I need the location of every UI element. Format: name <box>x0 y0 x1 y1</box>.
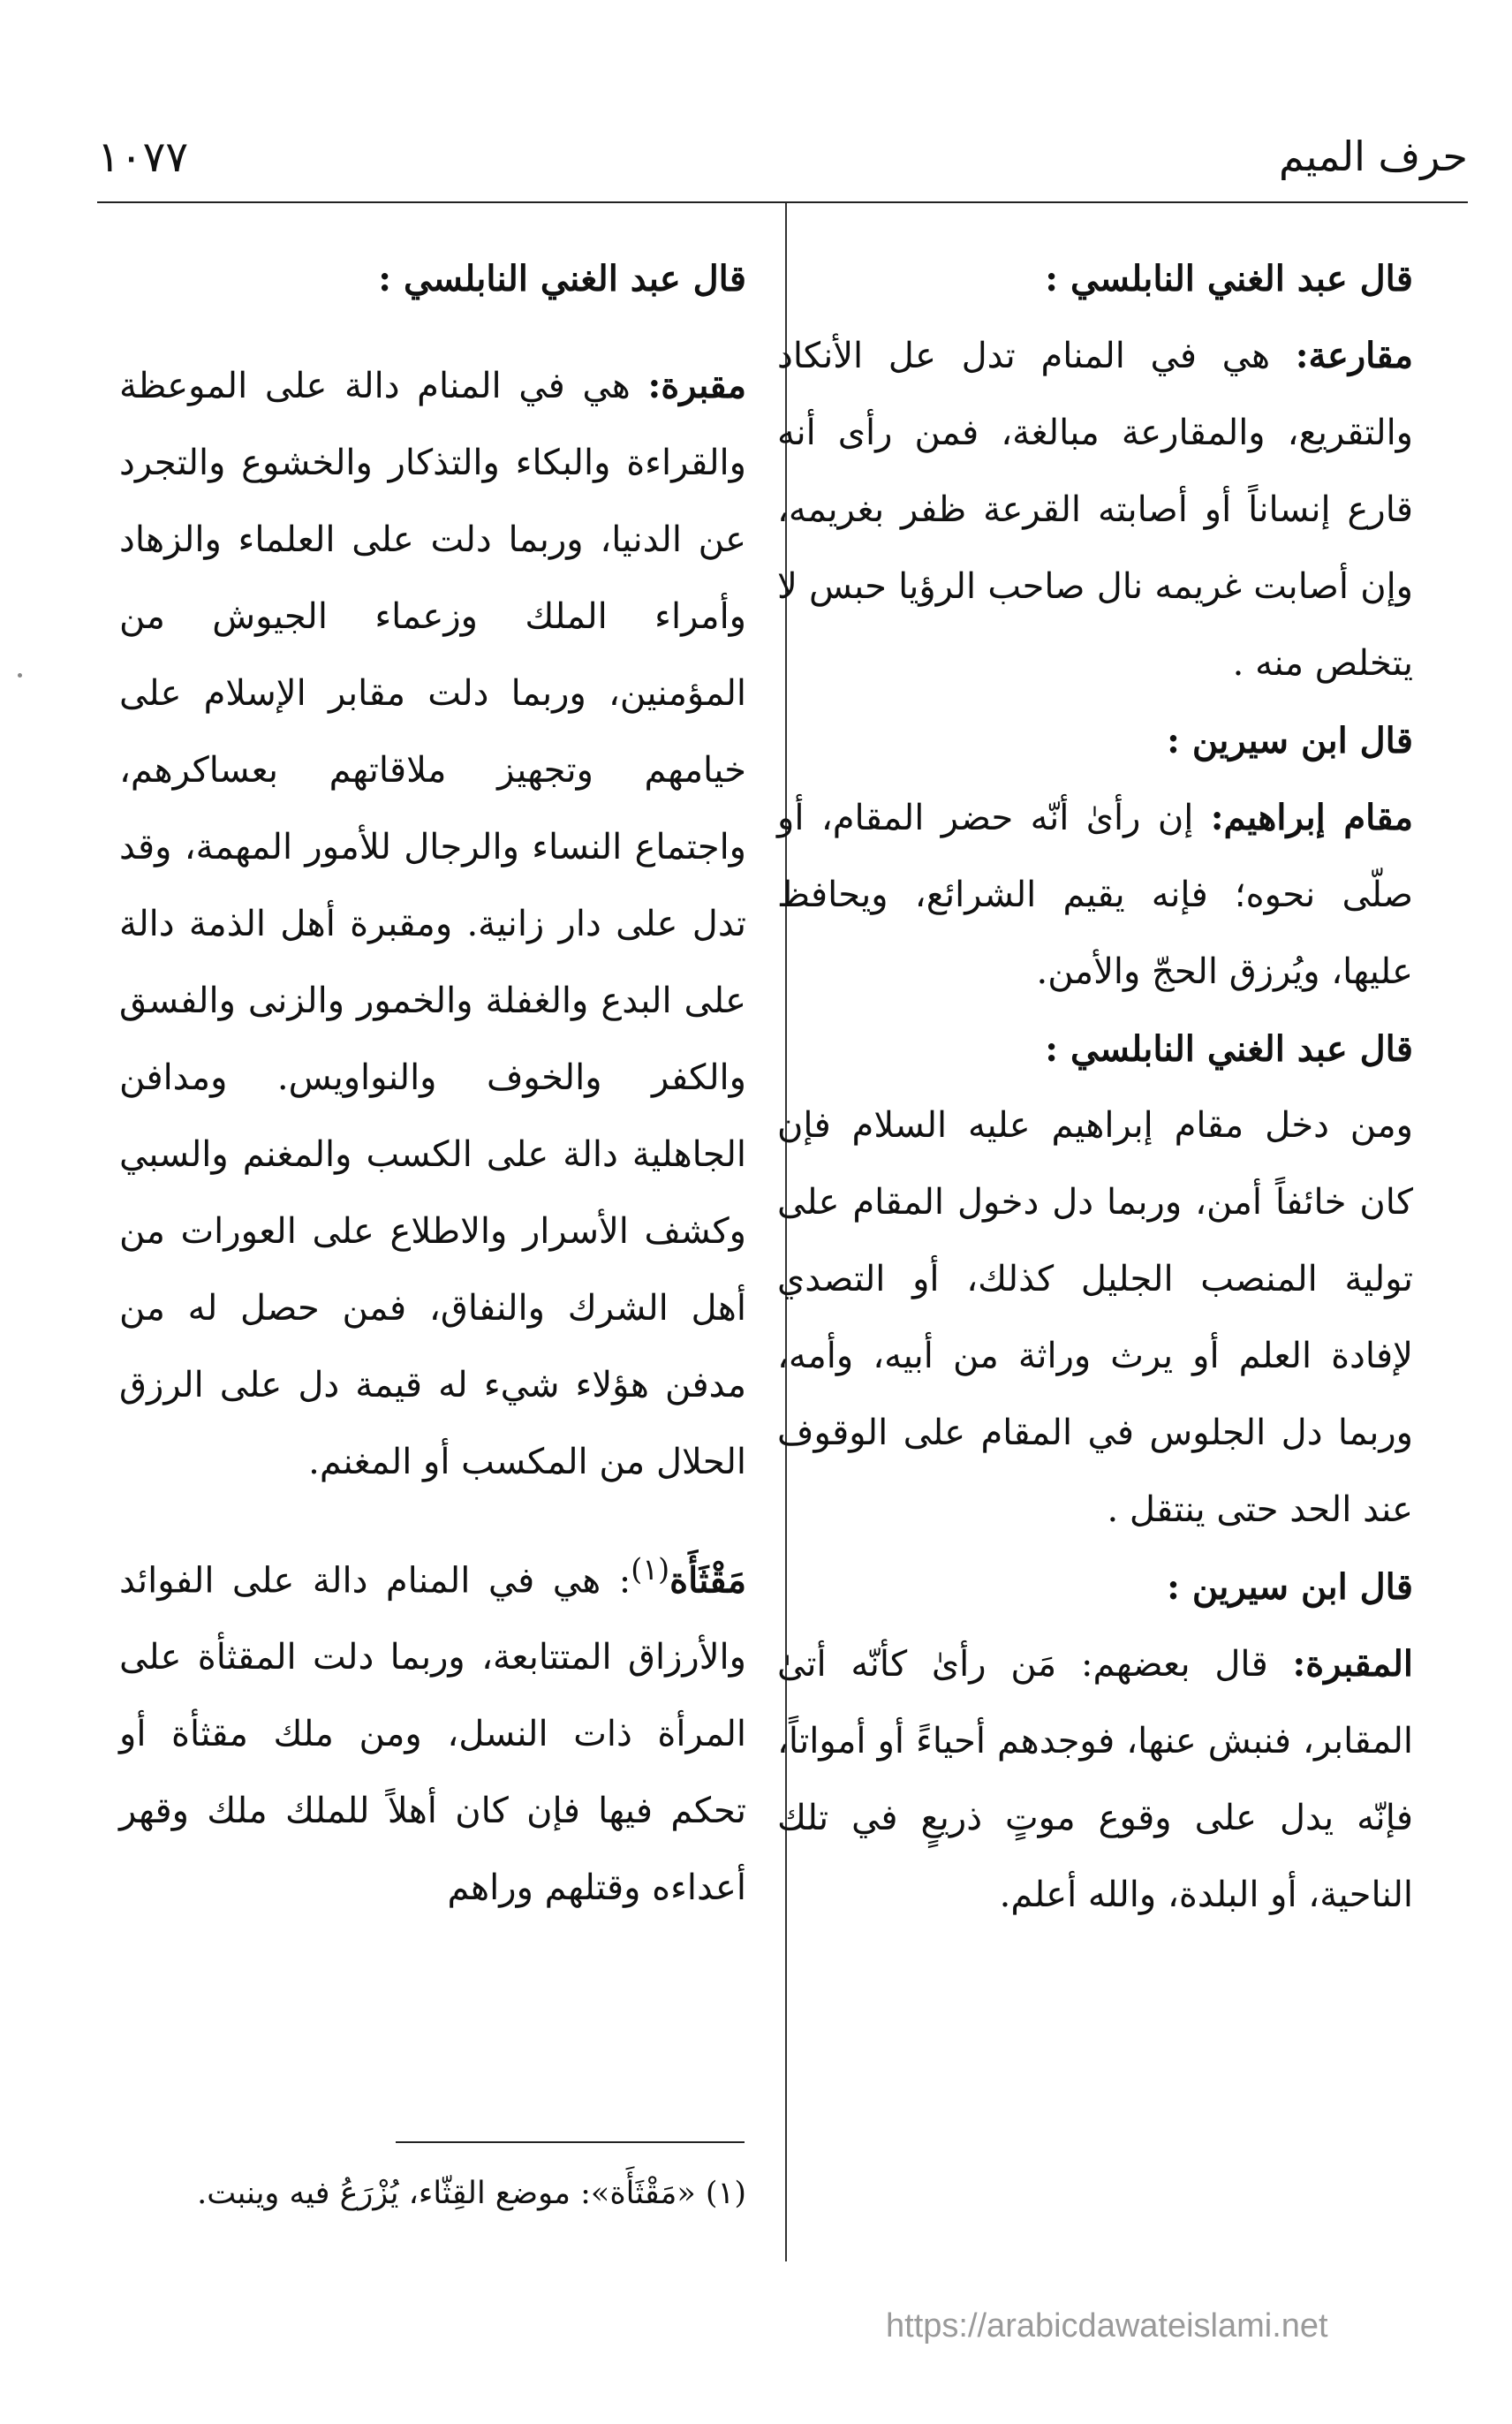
header-rule <box>97 201 1468 203</box>
section-heading: قال عبد الغني النابلسي : <box>1045 1028 1413 1070</box>
left-column <box>119 240 746 1927</box>
section-heading: قال عبد الغني النابلسي : <box>1045 258 1413 299</box>
section-heading: قال ابن سيرين : <box>1167 1566 1413 1608</box>
footnote-rule <box>396 2141 745 2143</box>
chapter-title: حرف الميم <box>1278 133 1468 180</box>
entry-term: مقارعة: <box>1295 335 1413 376</box>
entry-term: المقبرة: <box>1292 1643 1413 1685</box>
entry-paragraph <box>777 779 1413 1011</box>
entry-paragraph: ومن دخل مقام إبراهيم عليه السلام فإن كان خائفاً أمن، وربما دل دخول المقام على تولية المنصب الجليل كذلك، أو التصدي لإفادة العلم أو يرث وراثة من أبيه، وأمه، وربما دل الجلوس في المقام على الوقوف عند الحد حتى ينتقل . <box>777 1105 1413 1530</box>
entry-paragraph <box>777 1625 1413 1934</box>
entry-term: مقبرة: <box>647 365 746 406</box>
section-heading: قال ابن سيرين : <box>1167 720 1413 761</box>
entry-text: : هي في المنام دالة على الفوائد والأرزاق المتتابعة، وربما دلت المقثأة على المرأة ذات النسل، ومن ملك مقثأة أو تحكم فيها فإن كان أهلاً للملك ملك وقهر أعداءه وقتلهم وراهم <box>119 1560 746 1909</box>
footnote-ref: (١) <box>631 1552 670 1587</box>
entry-text: هي في المنام تدل عل الأنكاد والتقريع، والمقارعة مبالغة، فمن رأى أنه قارع إنساناً أو أصابته القرعة ظفر بغريمه، وإن أصابت غريمه نال صاحب الرؤيا حبس لا يتخلص منه . <box>777 336 1413 684</box>
margin-dot <box>18 673 22 678</box>
right-column <box>777 240 1413 1934</box>
watermark-url: https://arabicdawateislami.net <box>886 2307 1328 2344</box>
footnote <box>119 2163 746 2224</box>
entry-text: هي في المنام دالة على الموعظة والقراءة والبكاء والتذكار والخشوع والتجرد عن الدنيا، وربما دلت على العلماء والزهاد وأمراء الملك وزعماء الجيوش من المؤمنين، وربما دلت مقابر الإسلام على خيامهم وتجهيز ملاقاتهم بعساكرهم، واجتماع النساء والرجال للأمور المهمة، وقد تدل على دار زانية. ومقبرة أهل الذمة دالة على البدع والغفلة والخمور والزنى والفسق والكفر والخوف والنواويس. ومدافن الجاهلية دالة على الكسب والمغنم والسبي وكشف الأسرار والاطلاع على العورات من أهل الشرك والنفاق، فمن حصل له من مدفن هؤلاء شيء له قيمة دل على الرزق الحلال من المكسب أو المغنم. <box>119 366 746 1482</box>
footnote-text: (١) «مَقْثَأَة»: موضع القِثّاء، يُزْرَعُ فيه وينبت. <box>197 2176 746 2211</box>
entry-term: مقام إبراهيم: <box>1210 797 1413 838</box>
entry-text: قال بعضهم: مَن رأىٰ كأنّه أتىٰ المقابر، فنبش عنها، فوجدهم أحياءً أو أمواتاً، فإنّه يدل على وقوع موتٍ ذريعٍ في تلك الناحية، أو البلدة، والله أعلم. <box>777 1644 1413 1915</box>
entry-text: إن رأىٰ أنّه حضر المقام، أو صلّى نحوه؛ فإنه يقيم الشرائع، ويحافظ عليها، ويُرزق الحجّ والأمن. <box>777 798 1413 992</box>
page-number: ١٠٧٧ <box>97 133 189 182</box>
entry-term: مَقْثَأَة <box>669 1559 746 1602</box>
entry-paragraph <box>119 1531 746 1927</box>
entry-paragraph <box>119 347 746 1501</box>
section-heading: قال عبد الغني النابلسي : <box>378 258 746 299</box>
page-header <box>97 133 1468 186</box>
entry-paragraph <box>777 317 1413 702</box>
